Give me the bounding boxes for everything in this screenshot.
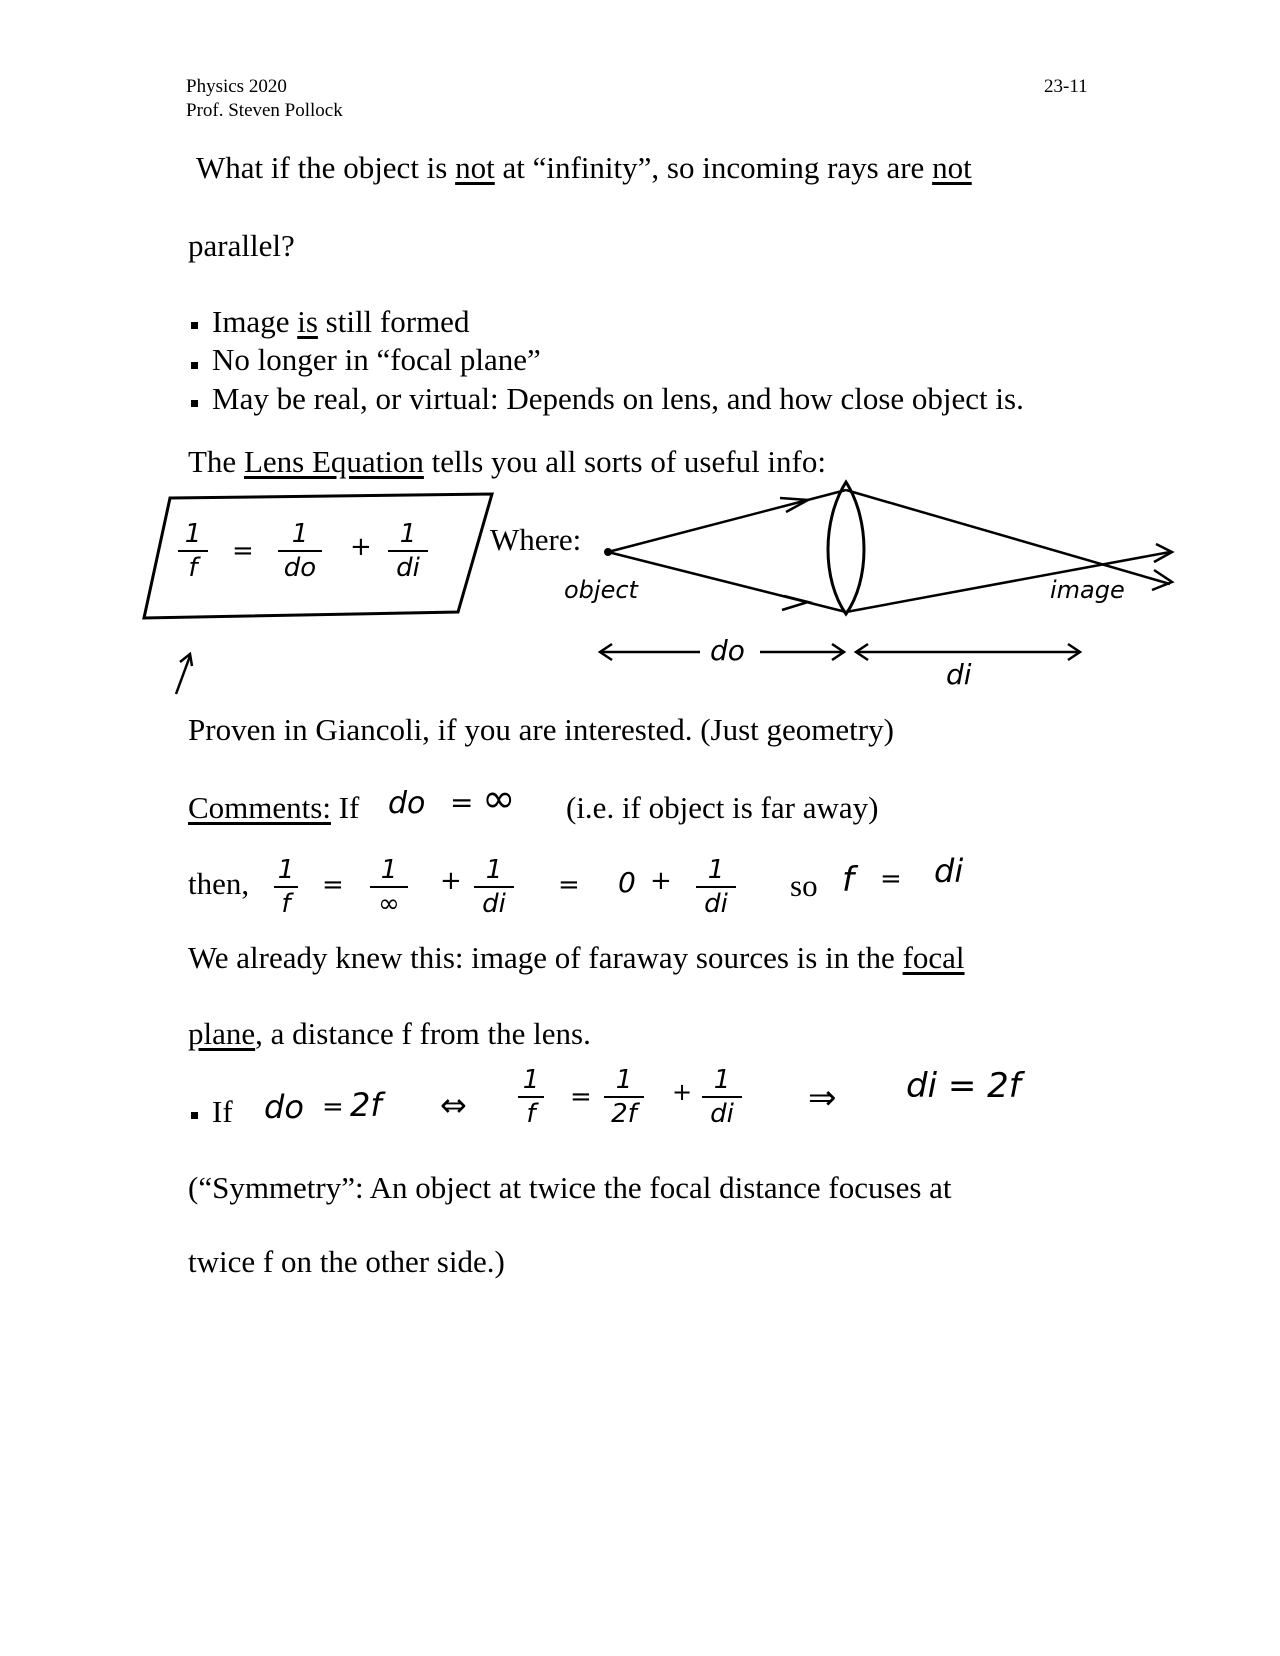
ray-upper-out bbox=[846, 490, 1170, 584]
do-symbol: do bbox=[388, 786, 426, 821]
knew-line-2: plane, a distance f from the lens. bbox=[188, 1016, 591, 1051]
symmetry-line-1: (“Symmetry”: An object at twice the focal distance focuses at bbox=[188, 1170, 952, 1205]
emphasis-not: not bbox=[932, 150, 972, 185]
fraction-1-over-f: 1 f bbox=[178, 520, 208, 582]
bullet-item-3: May be real, or virtual: Depends on lens, and how close object is. bbox=[212, 381, 1024, 416]
fraction-1-over-f: 1 f bbox=[274, 856, 298, 918]
fraction-1-over-infinity: 1 ∞ bbox=[370, 856, 408, 918]
knew-line-1: We already knew this: image of faraway sources is in the focal bbox=[188, 940, 965, 975]
equals-sign: = bbox=[322, 870, 344, 900]
fraction-1-over-di: 1 di bbox=[702, 1066, 742, 1128]
result-f: f bbox=[842, 860, 854, 900]
lens-equation-term: Lens Equation bbox=[243, 444, 424, 479]
lens-ray-diagram bbox=[560, 470, 1180, 690]
bullet-item-1: Image is still formed bbox=[212, 304, 470, 339]
comments-line: Comments: If bbox=[188, 790, 360, 825]
comments-note: (i.e. if object is far away) bbox=[566, 790, 879, 825]
infinity-symbol: ∞ bbox=[482, 776, 516, 822]
fraction-1-over-di: 1 di bbox=[474, 856, 514, 918]
equals-sign: = bbox=[232, 536, 254, 566]
two-f: 2f bbox=[350, 1086, 382, 1124]
fraction-1-over-di: 1 di bbox=[388, 520, 428, 582]
plus-sign: + bbox=[350, 532, 372, 562]
pointer-arrow-icon bbox=[170, 650, 200, 698]
comments-label: Comments: bbox=[188, 790, 331, 825]
iff-arrow-icon: ⇔ bbox=[440, 1086, 467, 1124]
intro-line-2: parallel? bbox=[188, 228, 295, 263]
object-label: object bbox=[564, 576, 638, 604]
intro-line-1: What if the object is not at “infinity”, so incoming rays are not bbox=[196, 150, 972, 185]
bullet-marker bbox=[191, 400, 198, 407]
image-label: image bbox=[1050, 576, 1125, 604]
bullet-marker bbox=[191, 362, 198, 369]
symmetry-line-2: twice f on the other side.) bbox=[188, 1244, 505, 1279]
equals-sign: = bbox=[322, 1092, 344, 1122]
fraction-1-over-2f: 1 2f bbox=[604, 1066, 644, 1128]
ray-lower-in bbox=[608, 552, 846, 612]
lens-equation-intro: The Lens Equation tells you all sorts of useful info: bbox=[188, 444, 826, 479]
bullet-item-2: No longer in “focal plane” bbox=[212, 342, 541, 377]
fraction-1-over-f: 1 f bbox=[518, 1066, 544, 1128]
convex-lens bbox=[828, 482, 864, 614]
so-label: so bbox=[790, 868, 818, 903]
di-label: di bbox=[946, 658, 972, 690]
fraction-1-over-do: 1 do bbox=[278, 520, 322, 582]
result-di: di bbox=[934, 852, 964, 890]
professor-name: Prof. Steven Pollock bbox=[186, 100, 343, 121]
result-di-equals-2f: di = 2f bbox=[906, 1066, 1021, 1106]
equals-sign: = bbox=[450, 786, 474, 819]
focal-term: focal bbox=[902, 940, 965, 975]
proven-note: Proven in Giancoli, if you are interested. (Just geometry) bbox=[188, 712, 894, 747]
page-number: 23-11 bbox=[1044, 76, 1088, 97]
plus-sign: + bbox=[650, 866, 672, 896]
fraction-1-over-di: 1 di bbox=[696, 856, 736, 918]
equals-sign: = bbox=[570, 1082, 592, 1112]
plane-term: plane bbox=[188, 1016, 256, 1051]
equals-sign: = bbox=[558, 870, 580, 900]
course-title: Physics 2020 bbox=[186, 76, 287, 97]
do-label: do bbox=[710, 634, 745, 667]
equals-sign: = bbox=[880, 864, 902, 894]
plus-sign: + bbox=[672, 1078, 693, 1106]
zero-value: 0 bbox=[618, 866, 636, 899]
implies-arrow-icon: ⇒ bbox=[808, 1078, 837, 1118]
do-symbol: do bbox=[264, 1088, 304, 1126]
emphasis-not: not bbox=[455, 150, 495, 185]
bullet-marker bbox=[191, 322, 198, 329]
if-label: If bbox=[212, 1094, 233, 1129]
bullet-marker bbox=[191, 1112, 198, 1119]
then-label: then, bbox=[188, 866, 250, 901]
plus-sign: + bbox=[440, 866, 462, 896]
where-label: Where: bbox=[490, 522, 582, 557]
